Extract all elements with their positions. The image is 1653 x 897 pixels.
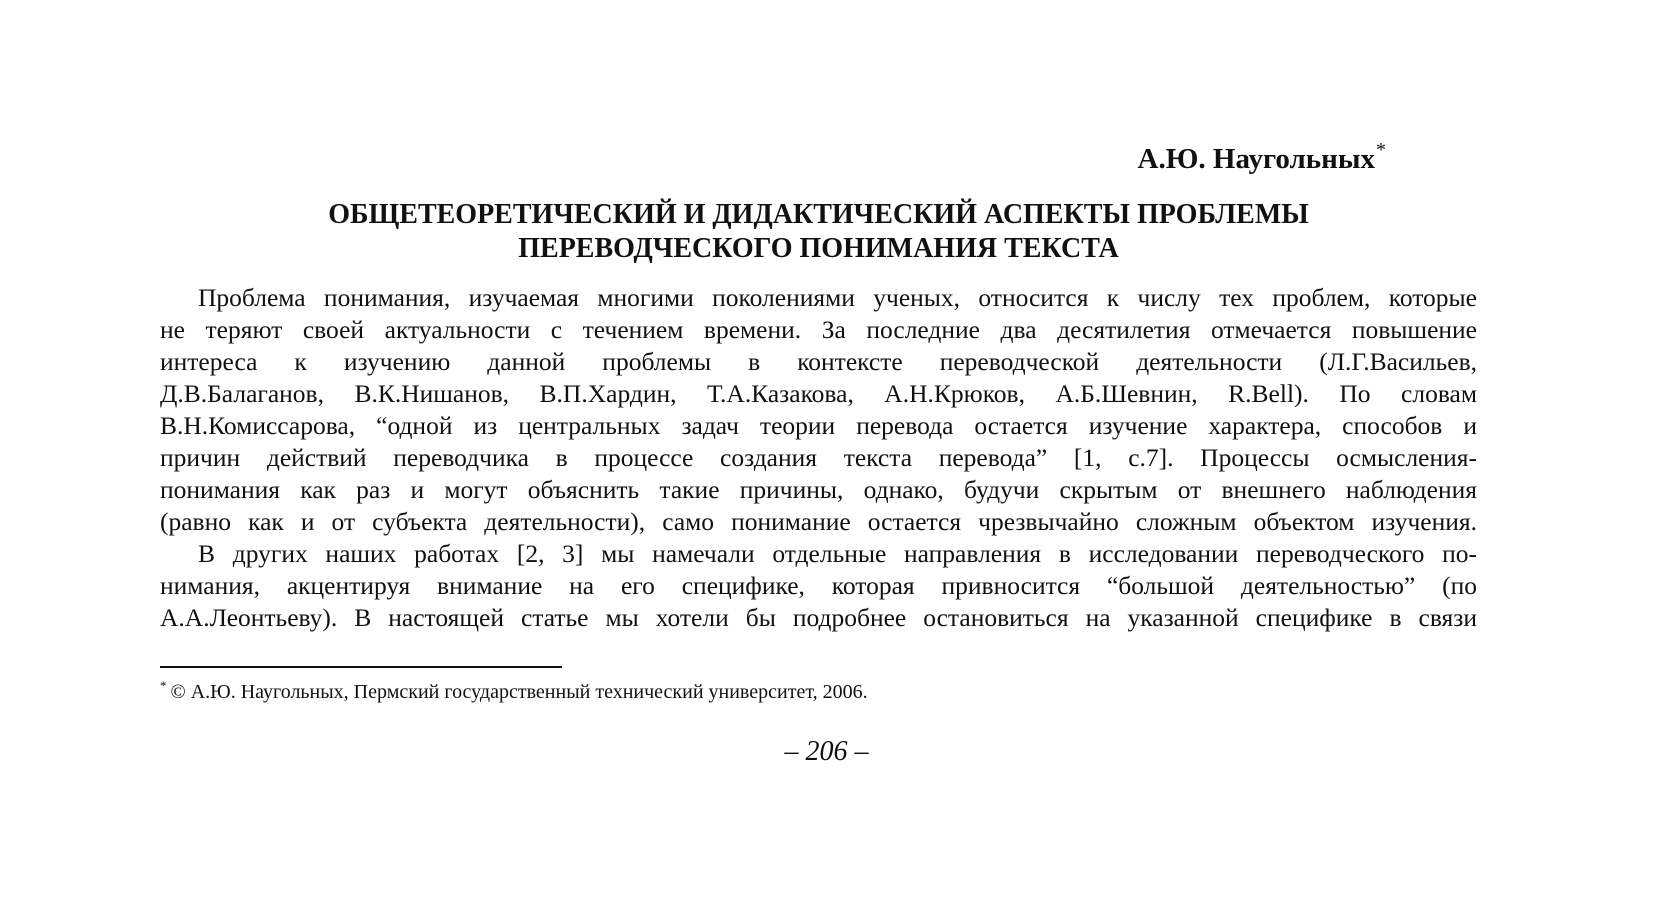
text-line: В других наших работах [2, 3] мы намечали отдельные направления в исследовании переводческого по- <box>198 539 1477 568</box>
paragraph <box>160 538 1477 634</box>
footnote-text: © А.Ю. Наугольных, Пермский государственный технический университет, 2006. <box>170 681 868 703</box>
text-line: понимания как раз и могут объяснить такие причины, однако, будучи скрытым от внешнего наблюдения <box>160 475 1477 504</box>
text-line: (равно как и от субъекта деятельности), само понимание остается чрезвычайно сложным объектом изучения. <box>160 507 1477 536</box>
article-title-line: ПЕРЕВОДЧЕСКОГО ПОНИМАНИЯ ТЕКСТА <box>518 233 1119 264</box>
article-body <box>160 282 1477 634</box>
author-name <box>1137 139 1386 179</box>
article-title-line: ОБЩЕТЕОРЕТИЧЕСКИЙ И ДИДАКТИЧЕСКИЙ АСПЕКТЫ ПРОБЛЕМЫ <box>328 199 1309 230</box>
text-line: Д.В.Балаганов, В.К.Нишанов, В.П.Хардин, Т.А.Казакова, А.Н.Крюков, А.Б.Шевнин, R.Bell). По словам <box>160 379 1477 408</box>
text-line: нимания, акцентируя внимание на его специфике, которая привносится “большой деятельностью” (по <box>160 571 1477 600</box>
text-line: Проблема понимания, изучаемая многими поколениями ученых, относится к числу тех проблем, которые <box>198 283 1477 312</box>
footnote-mark: * <box>160 678 167 693</box>
footnote <box>160 680 868 706</box>
text-line: В.Н.Комиссарова, “одной из центральных задач теории перевода остается изучение характера, способов и <box>160 411 1477 440</box>
text-line: не теряют своей актуальности с течением времени. За последние два десятилетия отмечается повышение <box>160 315 1477 344</box>
author-name-text: А.Ю. Наугольных <box>1137 143 1375 175</box>
text-line: А.А.Леонтьеву). В настоящей статье мы хотели бы подробнее остановиться на указанной специфике в связи <box>160 603 1477 632</box>
footnote-divider <box>160 666 562 668</box>
text-line: причин действий переводчика в процессе создания текста перевода” [1, с.7]. Процессы осмысления- <box>160 443 1477 472</box>
paragraph <box>160 282 1477 538</box>
author-footnote-mark: * <box>1376 139 1386 161</box>
text-line: интереса к изучению данной проблемы в контексте переводческой деятельности (Л.Г.Васильев, <box>160 347 1477 376</box>
page-number: – 206 – <box>784 736 869 767</box>
article-title <box>160 198 1477 266</box>
